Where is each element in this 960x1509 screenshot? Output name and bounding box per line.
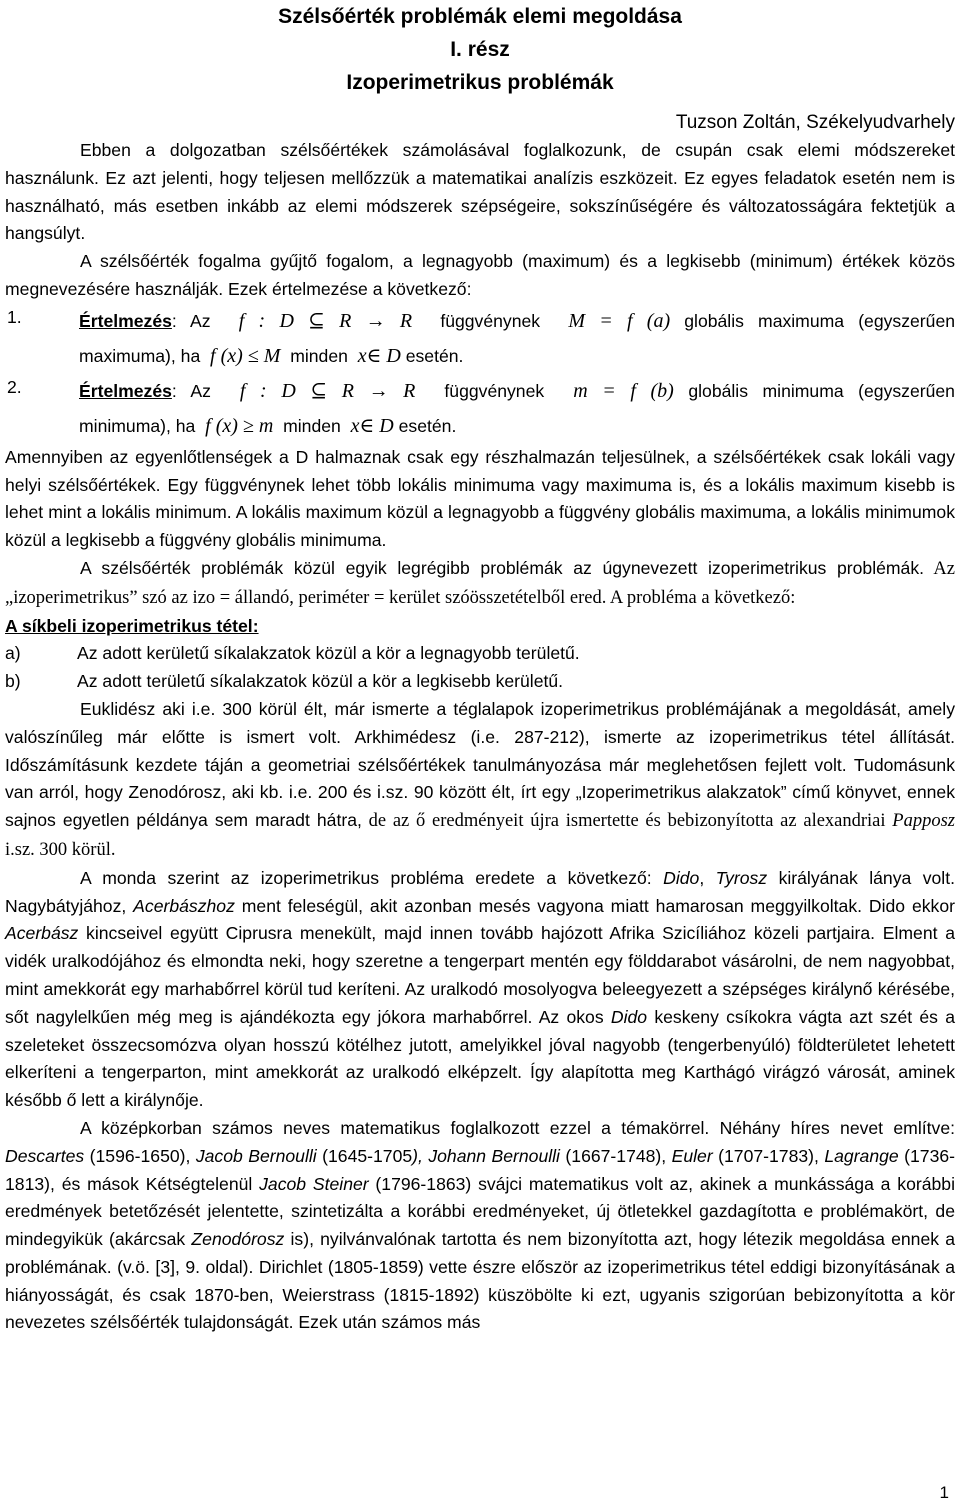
definition-number: 2.: [7, 376, 22, 397]
italic-name: Zenodórosz: [191, 1229, 285, 1250]
text-run: (1707-1783),: [712, 1145, 825, 1166]
membership: x∈ D: [357, 344, 401, 367]
definition-az: : Az: [171, 380, 211, 401]
italic-name: Lagrange: [824, 1145, 899, 1166]
document-page: [5, 0, 955, 1509]
membership: x∈ D: [350, 414, 394, 437]
function-mapping: f : D ⊆ R → R: [239, 379, 416, 402]
isoperimetric-intro-a: A szélsőérték problémák közül egyik legrégibb problémák az úgynevezett izoperimetrikus problémák.: [80, 557, 925, 578]
definition-2: [5, 374, 955, 444]
text-run: kincseivel együtt Ciprusra menekült, majd innen tovább hajózott Afrika Szicíliához közeli partjaira. Elment a vidék uralkodójához és elmondta neki, hogy szeretne a tengerpart mentén egy földdarabot vásárolni, de nem nagyobbat, mint amekkorát egy marhabőrrel körül tud keríteni. Az uralkodó mosolyogva beleegyezett a szépséges királynő kérésébe, sőt nagylelkűen még meg is ajándékozta egy jókora marhabőrrel. Az okos: [5, 923, 955, 1027]
isoperimetric-intro-paragraph: [5, 555, 955, 613]
definition-1: [5, 304, 955, 374]
text-run: keskeny csíkokra vágta azt szét és a szeleteket összecsomózva olyan hosszú kötélhez jutott, amelyikkel jóval nagyobb (tengerbenyúló) földterületet lehetett elkeríteni a tengerparton, mint amekkorát az uralkodó elképzelt. Így alapította meg Karthágó virágzó városát, aminek később ő lett a királynője.: [5, 1006, 955, 1111]
definition-line2: maximuma), ha: [79, 345, 201, 366]
text-run: is), nyilvánvalónak tartotta és nem bizonyította azt, hogy létezik megoldása ennek a problémának. (v.ö. [3], 9. oldal). Dirichlet (1805-1859) vette észre először az izoperimetrikus tétel eddigi bizonyításának a hiányosságát, és csak 1870-ben, Weierstrass (1815-1892) küszöbölte ki ezt, ugyanis szigorúan bebizonyította a kör nevezetes szélsőérték tulajdonságát. Ezek után számos más: [5, 1229, 955, 1333]
theorem-item-b: [5, 668, 955, 696]
document-subtitle: Izoperimetrikus problémák: [346, 71, 614, 94]
function-mapping: f : D ⊆ R → R: [238, 309, 413, 332]
history-papposz: Papposz: [892, 811, 955, 832]
history-text-a: Euklidész aki i.e. 300 körül élt, már ismerte a téglalapok izoperimetrikus problémájának a megoldását, amely valószínűleg már előtte is ismert volt. Arkhimédesz (i.e. 287-212), ismerte az izoperimetrikus tétel állítását. Időszámításunk kezdete táján a geometriai szélsőértékek tanulmányozása már meglehetősen fejlett volt. Tudomásunk van arról, hogy Zenodórosz, aki kb. i.e. 200 és i.sz. 90 között élt, írt egy „Izoperimetrikus alakzatok” című könyvet, ennek sajnos egyetlen példánya sem maradt hátra,: [5, 698, 955, 831]
extremum-value: M = f (a): [568, 309, 671, 332]
italic-name: Dido: [663, 867, 700, 888]
text-run: királyának lánya volt. Nagybátyjához,: [5, 867, 955, 916]
italic-name: Dido: [610, 1006, 648, 1027]
extremum-value: m = f (b): [573, 379, 674, 402]
isoperimetric-intro-b: Az „izoperimetrikus” szó az izo = állandó, periméter = kerület szóösszetételből ered. A probléma a következő:: [5, 558, 955, 608]
text-run: (1667-1748),: [559, 1145, 672, 1166]
text-run: (1796-1863) svájci matematikus volt az, akinek a munkássága a korábbi eredmények betetőzését jelentette, szintetizálta a korábbi eredményeket, új ötletekkel gazdagította e problémakört, de mindegyikük (akárcsak: [5, 1173, 955, 1250]
item-text: Az adott területű síkalakzatok közül a kör a legkisebb kerületű.: [77, 671, 564, 692]
document-part: I. rész: [450, 38, 510, 61]
history-text-d: i.sz. 300 körül.: [5, 839, 116, 860]
function-word: függvénynek: [444, 380, 545, 401]
medieval-paragraph: [5, 1115, 955, 1337]
extremum-kind: globális minimuma (egyszerűen: [688, 380, 955, 401]
italic-name: Descartes: [5, 1145, 85, 1166]
italic-name: Euler: [671, 1145, 713, 1166]
eseten-word: esetén.: [398, 415, 457, 436]
inequality: f (x) ≤ M: [210, 344, 281, 367]
italic-name: Jacob Bernoulli: [195, 1145, 317, 1166]
text-run: ment feleségül, akit azonban mesés vagyona miatt hamarosan meggyilkoltak. Dido ekkor: [234, 895, 955, 916]
italic-name: ), Johann Bernoulli: [412, 1145, 560, 1166]
definition-az: : Az: [171, 310, 211, 331]
document-title: Szélsőérték problémák elemi megoldása: [278, 5, 682, 28]
text-run: (1596-1650),: [84, 1145, 196, 1166]
extremum-kind: globális maximuma (egyszerűen: [684, 310, 956, 331]
dido-legend-paragraph: [5, 865, 955, 1115]
inequality: f (x) ≥ m: [205, 414, 274, 437]
page-number: 1: [939, 1483, 949, 1503]
history-paragraph: [5, 696, 955, 865]
text-run: (1645-1705: [316, 1145, 413, 1166]
item-label: a): [5, 643, 21, 664]
function-word: függvénynek: [440, 310, 541, 331]
history-text-b: de az ő eredményeit újra ismertette és bebizonyította az alexandriai: [361, 811, 893, 832]
italic-name: Tyrosz: [715, 867, 768, 888]
text-run: A monda szerint az izoperimetrikus probléma eredete a következő:: [80, 867, 664, 888]
italic-name: Acerbász: [5, 923, 79, 944]
intro-paragraph-1: Ebben a dolgozatban szélsőértékek számolásával foglalkozunk, de csupán csak elemi módszereket használunk. Ez azt jelenti, hogy teljesen mellőzzük a matematikai analízis eszközeit. Ez egyes feladatok esetén nem is használható, más esetben inkább az elemi módszerek szépségeire, sokszínűségére és változatosságára fektetjük a hangsúlyt.: [5, 140, 955, 244]
local-extremum-paragraph: Amennyiben az egyenlőtlenségek a D halmaznak csak egy részhalmazán teljesülnek, a szélsőértékek csak lokáli vagy helyi szélsőértékek. Egy függvénynek lehet több lokális minimuma vagy maximuma is, és a lokális maximum kisebb is lehet mint a lokális minimum. A lokális maximum közül a legnagyobb a függvény globális maximuma, a lokális minimumok közül a legkisebb a függvény globális minimuma.: [5, 446, 955, 551]
item-text: Az adott kerületű síkalakzatok közül a kör a legnagyobb területű.: [77, 643, 580, 664]
minden-word: minden: [290, 345, 348, 366]
italic-name: Jacob Steiner: [259, 1173, 369, 1194]
intro-paragraph-2: A szélsőérték fogalma gyűjtő fogalom, a legnagyobb (maximum) és a legkisebb (minimum) értékek közös megnevezésére használják. Ezek értelmezése a következő:: [5, 251, 955, 299]
italic-name: Acerbászhoz: [133, 895, 235, 916]
text-run: ,: [699, 867, 716, 888]
definition-label: Értelmezés: [79, 380, 172, 401]
definition-line2: minimuma), ha: [79, 415, 196, 436]
definition-number: 1.: [7, 306, 22, 327]
theorem-title: A síkbeli izoperimetrikus tétel:: [5, 615, 259, 636]
theorem-item-a: [5, 640, 955, 668]
minden-word: minden: [283, 415, 341, 436]
definition-label: Értelmezés: [79, 310, 172, 331]
text-run: (1736-1813), és mások Kétségtelenül: [5, 1145, 956, 1194]
text-run: A középkorban számos neves matematikus foglalkozott ezzel a témakörrel. Néhány híres nevet említve:: [80, 1117, 955, 1138]
item-label: b): [5, 671, 21, 692]
author-line: Tuzson Zoltán, Székelyudvarhely: [675, 112, 955, 133]
eseten-word: esetén.: [405, 345, 464, 366]
